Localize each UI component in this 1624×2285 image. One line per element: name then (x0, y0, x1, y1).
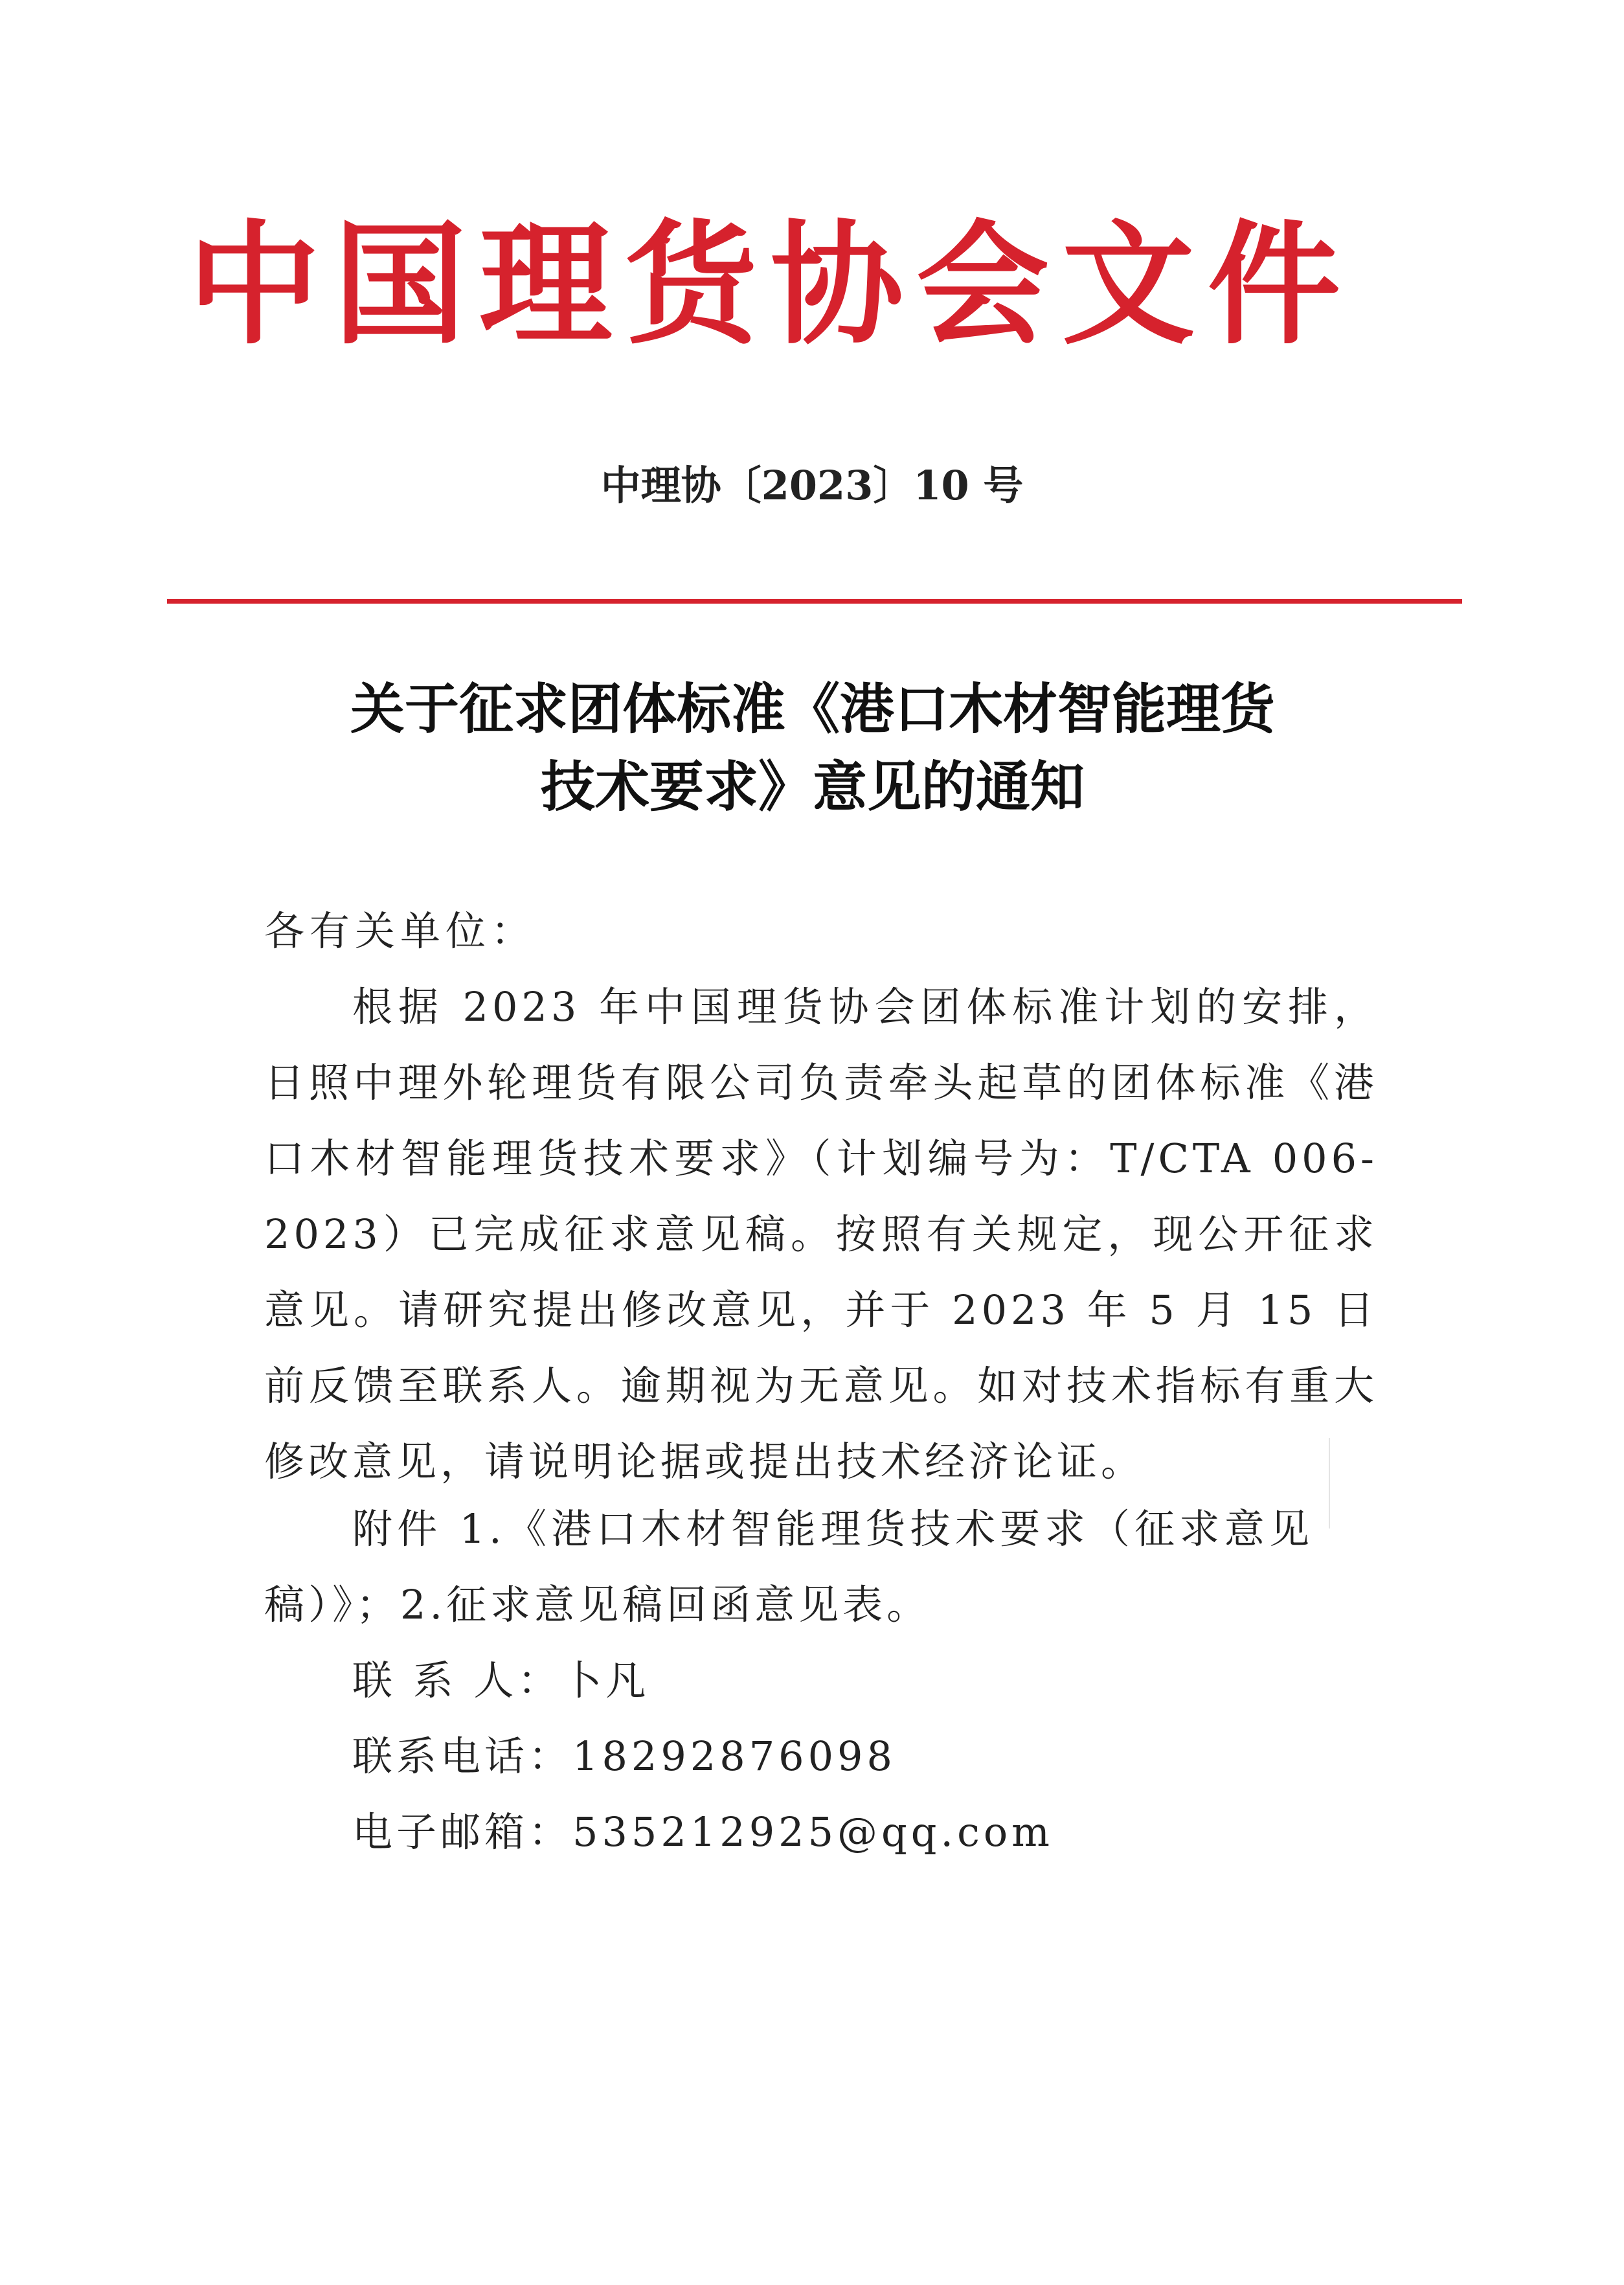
contact-email-label: 电子邮箱： (352, 1808, 573, 1856)
scan-artifact-line (1329, 1438, 1330, 1529)
body-paragraph: 根据 2023 年中国理货协会团体标准计划的安排，日照中理外轮理货有限公司负责牵头起草的团体标准《港口木材智能理货技术要求》（计划编号为：T/CTA 006-2023）已完成征求意见稿。按照有关规定，现公开征求意见。请研究提出修改意见，并于 2023 年 5 月 15 日前反馈至联系人。逾期视为无意见。如对技术指标有重大修改意见，请说明论据或提出技术经济论证。 (264, 983, 1378, 1485)
notice-title (162, 670, 1463, 826)
contact-email-value: 535212925@qq.com (572, 1808, 1054, 1856)
contact-phone-label: 联系电话： (352, 1733, 573, 1780)
red-divider (167, 599, 1462, 604)
notice-title-line-2: 技术要求》意见的通知 (540, 755, 1085, 819)
notice-title-line-1: 关于征求团体标准《港口木材智能理货 (350, 677, 1275, 741)
salutation: 各有关单位： (264, 907, 537, 955)
contact-person-label: 联 系 人： (352, 1657, 562, 1704)
document-number: 中理协〔2023〕10 号 (600, 462, 1024, 509)
contact-email-line (352, 1794, 1054, 1870)
attachment-paragraph: 附件 1.《港口木材智能理货技术要求（征求意见稿）》；2.征求意见稿回函意见表。 (264, 1505, 1313, 1628)
contact-phone-line (352, 1718, 896, 1794)
contact-phone-value: 18292876098 (572, 1733, 896, 1780)
contact-person-value: 卜凡 (561, 1657, 650, 1704)
masthead-title: 中国理货协会文件 (188, 207, 1353, 363)
contact-person-line (352, 1643, 649, 1718)
